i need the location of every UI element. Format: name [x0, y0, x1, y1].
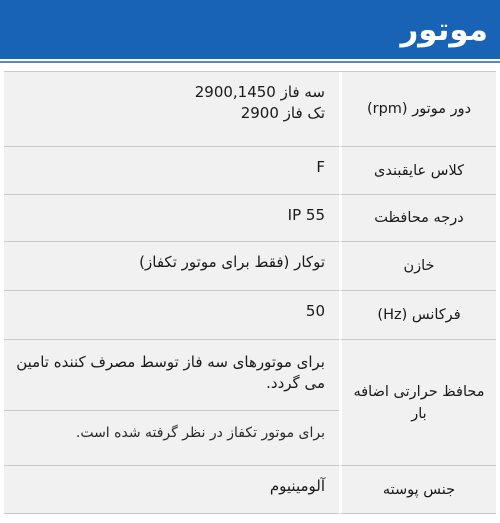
- spec-row-motor-speed: [4, 72, 496, 147]
- spec-row-protection-degree: [4, 195, 496, 242]
- spec-value: [4, 195, 339, 242]
- header-divider: [0, 61, 500, 63]
- spec-label: جنس پوسته: [339, 466, 496, 514]
- spec-value: [4, 291, 339, 340]
- spec-label: محافظ حرارتی اضافه بار: [339, 340, 496, 466]
- spec-value-line: F: [316, 158, 325, 176]
- spec-value: [4, 340, 339, 466]
- spec-value-line: آلومینیوم: [269, 477, 325, 495]
- spec-row-frequency: [4, 291, 496, 340]
- spec-row-insulation-class: [4, 147, 496, 195]
- spec-table: [4, 71, 496, 514]
- section-header: [0, 0, 500, 59]
- spec-value-single-phase: برای موتور تکفاز در نظر گرفته شده است.: [75, 425, 325, 441]
- spec-row-thermal-protector: [4, 340, 496, 466]
- spec-value-three-phase: برای موتورهای سه فاز توسط مصرف کننده تامین می گردد.: [16, 353, 325, 392]
- spec-row-capacitor: [4, 242, 496, 291]
- spec-value: [4, 147, 339, 195]
- spec-label: دور موتور (rpm): [339, 72, 496, 147]
- spec-value: [4, 242, 339, 291]
- spec-value: [4, 72, 339, 147]
- spec-value-line: توکار (فقط برای موتور تکفاز): [139, 253, 325, 271]
- spec-label: خازن: [339, 242, 496, 291]
- spec-row-housing-material: [4, 466, 496, 514]
- section-title: موتور: [400, 11, 488, 48]
- spec-value-line: تک فاز 2900: [240, 104, 325, 122]
- spec-value-line: IP 55: [287, 206, 325, 224]
- spec-value: [4, 466, 339, 514]
- spec-label: فرکانس (Hz): [339, 291, 496, 340]
- spec-value-line: 50: [305, 302, 325, 320]
- spec-label: درجه محافظت: [339, 195, 496, 242]
- spec-value-line: سه فاز 2900,1450: [194, 83, 325, 101]
- spec-label: کلاس عایقبندی: [339, 147, 496, 195]
